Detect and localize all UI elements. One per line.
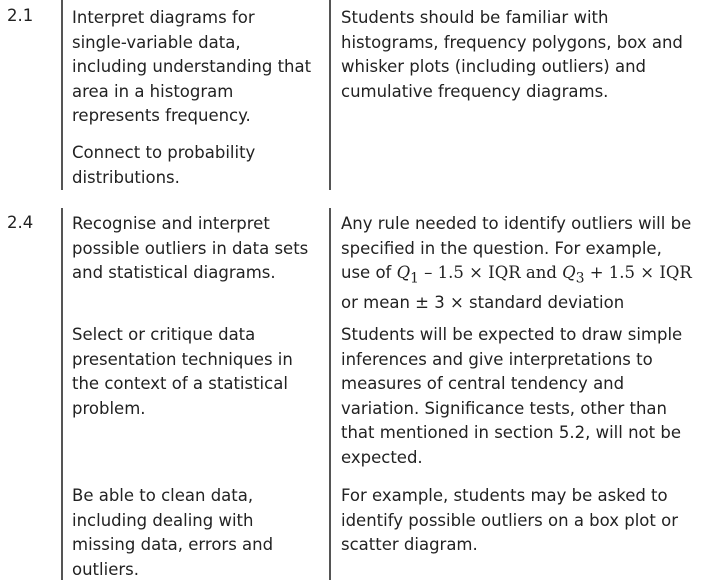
guidance-text-2-4c [341,484,713,558]
guidance-text-2-1 [341,6,713,104]
text-line: Students will be expected to draw simple [341,323,713,348]
column-divider-right-row-2-4 [329,208,331,580]
formula-q1: $Q_1$ [397,263,419,282]
text-line: outliers. [72,558,324,582]
text-line: scatter diagram. [341,533,713,558]
text-line: presentation techniques in [72,348,324,373]
text-line: Select or critique data [72,323,324,348]
text-line: expected. [341,446,713,471]
text-line: Students should be familiar with [341,6,713,31]
learning-objective-text-2-4b [72,323,324,421]
text-line: area in a histogram [72,80,324,105]
text-line: including understanding that [72,55,324,80]
formula-q3: $Q_3$ [562,263,584,282]
row-number-2-4: 2.4 [7,213,33,232]
text-line: distributions. [72,166,324,191]
text-line: single-variable data, [72,31,324,56]
text-line: missing data, errors and [72,533,324,558]
text-line: Connect to probability [72,141,324,166]
text-line: problem. [72,397,324,422]
learning-objective-text-2-1 [72,6,324,129]
text-line: Recognise and interpret [72,212,324,237]
text-line: including dealing with [72,509,324,534]
text-line: histograms, frequency polygons, box and [341,31,713,56]
formula-prefix: use of [341,263,397,282]
guidance-text-2-4b [341,323,713,470]
guidance-text-2-4a [341,212,713,315]
formula-line-2: or mean ± 3 × standard deviation [341,291,713,316]
text-line: whisker plots (including outliers) and [341,55,713,80]
text-line: variation. Significance tests, other than [341,397,713,422]
learning-objective-text-2-4a [72,212,324,286]
text-line: inferences and give interpretations to [341,348,713,373]
text-line: measures of central tendency and [341,372,713,397]
formula-part1: – 1.5 × IQR and [419,263,562,282]
text-line: that mentioned in section 5.2, will not be [341,421,713,446]
outlier-formula [341,261,713,291]
text-line: the context of a statistical [72,372,324,397]
row-number-2-1: 2.1 [7,6,33,25]
column-divider-right-row-2-1 [329,0,331,190]
text-line: identify possible outliers on a box plot or [341,509,713,534]
text-line: possible outliers in data sets [72,237,324,262]
text-line: Interpret diagrams for [72,6,324,31]
column-divider-left-row-2-1 [61,0,63,190]
column-divider-left-row-2-4 [61,208,63,580]
learning-objective-text-2-4c [72,484,324,582]
text-line: Any rule needed to identify outliers will be [341,212,713,237]
text-line: specified in the question. For example, [341,237,713,262]
text-line: Be able to clean data, [72,484,324,509]
learning-objective-text-2-1b [72,141,324,190]
text-line: represents frequency. [72,104,324,129]
formula-part2: + 1.5 × IQR [584,263,691,282]
text-line: and statistical diagrams. [72,261,324,286]
text-line: For example, students may be asked to [341,484,713,509]
text-line: cumulative frequency diagrams. [341,80,713,105]
